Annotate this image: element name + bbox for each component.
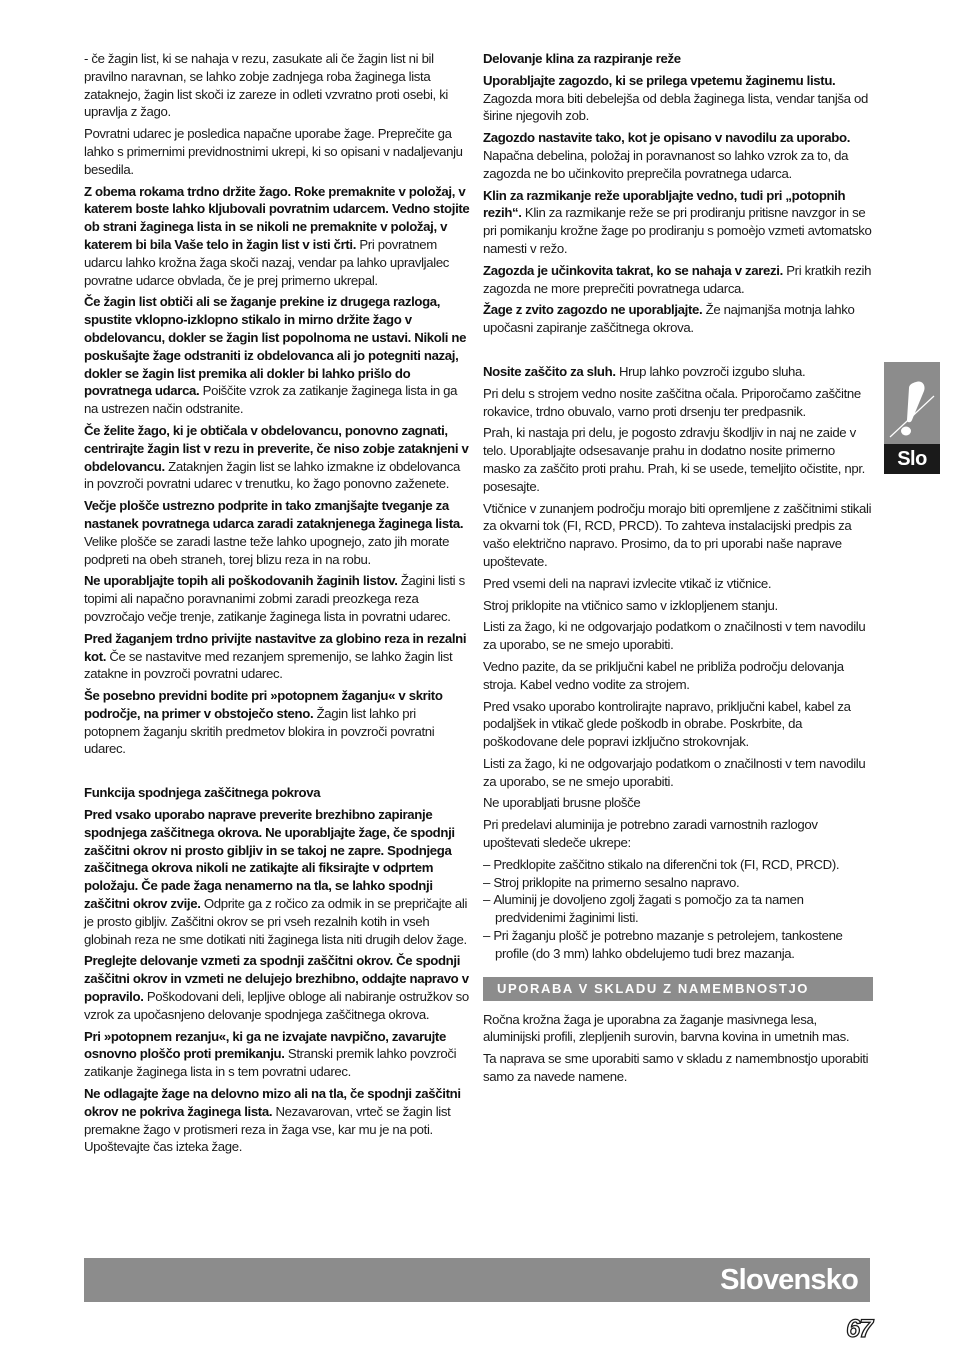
dull-blades-text: Žagini listi s topimi ali napačno poravnanimi zobmi zaradi preozkega reza povzročajo večje trenje, zatikanje žaginega lista in povratni udarec. (84, 573, 465, 624)
left-column (84, 50, 472, 1160)
wedge-always-bold: Klin za razmikanje reže uporabljajte vedno, tudi pri „potopnih rezih“. (483, 187, 846, 221)
depth-settings-text: Če se nastavitve med rezanjem spremenijo, se lahko žagin list zatakne in povzroči povratni udarec. (84, 648, 453, 682)
list-item: – Stroj priklopite na primerno sesalno napravo. (483, 874, 873, 892)
base-plate-bold: Pri »potopnem rezanju«, ki ga ne izvajate navpično, zavarujte osnovno ploščo proti premikanju. (84, 1028, 446, 1062)
switch-off-paragraph: Stroj priklopite na vtičnico samo v izklopljenem stanju. (483, 597, 778, 613)
wedge-adjust-paragraph (483, 129, 873, 182)
language-code-label: Slo (884, 444, 940, 474)
wedge-adjust-text: Napačna debelina, položaj in poravnanost so lahko vzrok za to, da zagozda ne bo učinkovito preprečila povratnega udarca. (483, 147, 849, 181)
kickback-prevention-paragraph: Povratni udarec je posledica napačne uporabe žage. Preprečite ga lahko s primernimi previdnostnimi ukrepi, ki so opisani v nadaljevanju besedila. (84, 126, 463, 177)
page-number: 67 (846, 1315, 872, 1343)
riving-knife-heading: Delovanje klina za razpiranje reže (483, 51, 681, 66)
blade-spec-repeat-paragraph: Listi za žago, ki ne odgovarjajo podatkom o značilnosti v tem navodilu za uporabo, se ne smejo uporabiti. (483, 755, 866, 789)
blade-stuck-text: Poiščite vzrok za zatikanje žaginega lista in ga na ustrezen način odstranite. (84, 383, 458, 417)
unplug-paragraph: Pred vsemi deli na napravi izvlecite vtikač iz vtičnice. (483, 575, 772, 591)
dust-paragraph: Prah, ki nastaja pri delu, je pogosto zdravju škodljiv in naj ne zaide v telo. Uporabljajte odsesavanje prahu in dodatno nosite primerno masko za zaščito proti prahu. Prah, ki se usede, temeljito očistite, npr. posesajte. (483, 425, 865, 494)
language-side-tab (884, 362, 940, 474)
large-panels-bold: Večje plošče ustrezno podprite in tako zmanjšajte tveganje za nastanek povratnega udarca zaradi zataknjenega žaginega lista. (84, 498, 464, 531)
plunge-cut-text: Žagin list lahko pri potopnem žaganju skritih predmetov blokira in povzroči povratni udarec. (84, 705, 435, 757)
restart-bold: Če želite žago, ki je obtičala v obdelovancu, ponovno zagnati, centrirajte žagin list v rezu in preverite, če niso zobje zataknjeni v obdelovancu. (84, 422, 469, 474)
restart-paragraph (84, 422, 472, 493)
do-not-put-down-bold: Ne odlagajte žage na delovno mizo ali na tla, če spodnji zaščitni okrov ne pokriva žaginega lista. (84, 1086, 461, 1119)
intended-use-restriction-paragraph: Ta naprava se sme uporabiti samo v skladu z namembnostjo uporabiti samo za navede namene. (483, 1051, 869, 1085)
guard-check-bold: Pred vsako uporabo naprave preverite brezhibno zapiranje spodnjega zaščitnega okrova. Ne uporabljajte žage, če spodnji zaščitni okrov ni prosto gibljiv in se takoj ne zapre. Spodnjega zaščitnega okrova nikoli ne zatikajte ali fiksirajte v odprtem položaju. Če pade žaga nenamerno na tla, se lahko spodnji zaščitni okrov zvije. (84, 807, 455, 912)
aluminium-measures-list (483, 856, 873, 963)
blade-spec-paragraph: Listi za žago, ki ne odgovarjajo podatkom o značilnosti v tem navodilu za uporabo, se ne smejo uporabiti. (483, 619, 866, 653)
wedge-effective-text: Pri kratkih rezih zagozda ne more preprečiti povratnega udarca. (483, 262, 872, 296)
two-hands-paragraph (84, 183, 472, 290)
blade-stuck-bold: Če žagin list obtiči ali se žaganje prekine iz drugega razloga, spustite vklopno-izklopno stikalo in mirno držite žago v obdelovancu, dokler se žagin list popolnoma ne ustavi. Nikoli ne poskušajte žage odstraniti iz obdelovanca ali jo potegniti nazaj, dokler se žagin list premika ali dokler bi lahko prišlo do povratnega udarca. (84, 294, 467, 399)
list-item: – Aluminij je dovoljeno zgolj žagati s pomočjo za ta namen predvidenimi žaginimi listi. (483, 891, 873, 927)
dull-blades-paragraph (84, 572, 472, 625)
wedge-always-paragraph (483, 187, 873, 258)
outdoor-sockets-paragraph: Vtičnice v zunanjem področju morajo biti opremljene z zaščitnimi stikali za okvarni tok (FI, RCD, PRCD). To zahteva instalacijski predpis za vašo električno napravo. Prosimo, da to pri uporabi naše naprave upoštevate. (483, 500, 872, 569)
plunge-cut-paragraph (84, 687, 472, 758)
lower-guard-heading: Funkcija spodnjega zaščitnega pokrova (84, 785, 321, 801)
two-hands-text: Pri povratnem udarcu lahko krožna žaga skoči nazaj, vendar pa lahko upravljalec povratne udarce obvlada, če je prej primerno ukrepal. (84, 236, 450, 288)
large-panels-paragraph (84, 497, 472, 568)
large-panels-text: Velike plošče se zaradi lastne teže lahko upognejo, zato jih morate podpreti na obeh straneh, torej blizu reza in na robu. (84, 533, 450, 567)
wedge-fit-bold: Uporabljajte zagozdo, ki se prilega vpetemu žaginemu listu. (483, 72, 836, 88)
spacer (483, 341, 873, 363)
list-item: – Predklopite zaščitno stikalo na diferenčni tok (FI, RCD, PRCD). (483, 856, 873, 874)
depth-settings-bold: Pred žaganjem trdno privijte nastavitve za globino reza in rezalni kot. (84, 630, 467, 664)
bent-wedge-text: Že najmanjša motnja lahko upočasni zapiranje zaščitnega okrova. (483, 302, 855, 336)
guard-spring-text: Poškodovani deli, lepljive obloge ali nabiranje ostružkov so vzrok za upočasnjeno delovanje spodnjega zaščitnega okrova. (84, 989, 469, 1022)
inspection-paragraph: Pred vsako uporabo kontrolirajte napravo, priključni kabel, kabel za podaljšek in vtikač glede poškodb in obrabe. Poskrbite, da poškodovane dele popravi izključno strokovnjak. (483, 698, 851, 750)
wedge-effective-bold: Zagozda je učinkovita takrat, ko se nahaja v zarezi. (483, 262, 783, 278)
restart-text: Zataknjen žagin list se lahko izmakne iz obdelovanca in povzroči povratni udarec v trenutku, ko žago ponovno zaženete. (84, 458, 461, 492)
aluminium-intro-paragraph: Pri predelavi aluminija je potrebno zaradi varnostnih razlogov upoštevati sledeče ukrepe: (483, 817, 818, 851)
wedge-effective-paragraph (483, 262, 873, 298)
hearing-protection-paragraph (483, 363, 873, 381)
cable-paragraph: Vedno pazite, da se priključni kabel ne približa področju delovanja stroja. Kabel vedno vodite za strojem. (483, 658, 844, 692)
two-hands-bold: Z obema rokama trdno držite žago. Roke premaknite v položaj, v katerem boste lahko kljubovali povratnim udarcem. Vedno stojite ob strani žaginega lista in se nikoli ne premaknite v položaj, v katerem bi bila Vaše telo in žagin list v isti črti. (84, 183, 470, 252)
guard-check-paragraph (84, 806, 472, 948)
wedge-fit-text: Zagozda mora biti debelejša od debla žaginega lista, vendar tanjša od širine njegovih zob. (483, 90, 868, 124)
bent-wedge-bold: Žage z zvito zagozdo ne uporabljajte. (483, 302, 703, 318)
footer-language-bar (84, 1258, 870, 1302)
wedge-always-text: Klin za razmikanje reže se pri prodiranju pritisne navzgor in se pri pomikanju krožne žage po prodiranju s pomoèjo vzmeti avtomatsko namesti v režo. (483, 205, 872, 256)
safety-glasses-paragraph: Pri delu s strojem vedno nosite zaščitna očala. Priporočamo zaščitne rokavice, trdno obuvalo, varno proti drsenju ter predpasnik. (483, 385, 861, 419)
hearing-protection-bold: Nosite zaščito za sluh. (483, 363, 616, 379)
guard-spring-bold: Preglejte delovanje vzmeti za spodnji zaščitni okrov. Če spodnji zaščitni okrov in vzmeti ne delujejo brezhibno, oddajte napravo v popravilo. (84, 953, 469, 1005)
guard-spring-paragraph (84, 952, 472, 1023)
intended-use-section-title: UPORABA V SKLADU Z NAMEMBNOSTJO (483, 977, 873, 1001)
guard-check-text: Odprite ga z ročico za odmik in se prepričajte ali je prosto gibljiv. Zaščitni okrov se pri vseh rezalnih kotih in vseh globinah reza ne sme dotikati niti žaginega lista niti drugih delov žage. (84, 896, 468, 947)
base-plate-paragraph (84, 1028, 472, 1081)
wedge-adjust-bold: Zagozdo nastavite tako, kot je opisano v navodilu za uporabo. (483, 130, 851, 146)
dull-blades-bold: Ne uporabljajte topih ali poškodovanih žaginih listov. (84, 573, 398, 589)
depth-settings-paragraph (84, 630, 472, 683)
intended-use-paragraph: Ročna krožna žaga je uporabna za žaganje masivnega lesa, aluminijski profili, zlepljenih surovin, barvna kovina in umetnih mas. (483, 1011, 850, 1045)
plunge-cut-bold: Še posebno previdni bodite pri »potopnem žaganju« v skrito področje, na primer v obstoječo steno. (84, 688, 443, 721)
bent-wedge-paragraph (483, 301, 873, 337)
footer-language-title: Slovensko (720, 1264, 858, 1296)
do-not-put-down-paragraph (84, 1085, 472, 1156)
blade-stuck-paragraph (84, 293, 472, 418)
spacer (84, 762, 472, 784)
kickback-cause-paragraph: - če žagin list, ki se nahaja v rezu, zasukate ali če žagin list ni bil pravilno naravnan, se lahko zobje zadnjega roba žaginega lista zataknejo, žagin list skoči iz zareze in odleti vzvratno proti osebi, ki upravlja z žago. (84, 51, 449, 120)
no-grinding-discs-paragraph: Ne uporabljati brusne plošče (483, 795, 641, 811)
wedge-fit-paragraph (483, 72, 873, 125)
base-plate-text: Stranski premik lahko povzroči zatikanje žaginega lista in s tem povratni udarec. (84, 1046, 457, 1080)
right-column (483, 50, 873, 1090)
hearing-protection-text: Hrup lahko povzroči izgubo sluha. (615, 363, 806, 379)
warning-exclamation-icon (888, 376, 936, 438)
do-not-put-down-text: Nezavarovan, vrteč se žagin list premakne žago v protismeri reza in žaga vse, kar mu je na poti. Upoštevajte čas izteka žage. (84, 1103, 451, 1155)
list-item: – Pri žaganju plošč je potrebno mazanje s petrolejem, tankostene profile (do 3 mm) lahko obdelujemo tudi brez mazanja. (483, 927, 873, 963)
